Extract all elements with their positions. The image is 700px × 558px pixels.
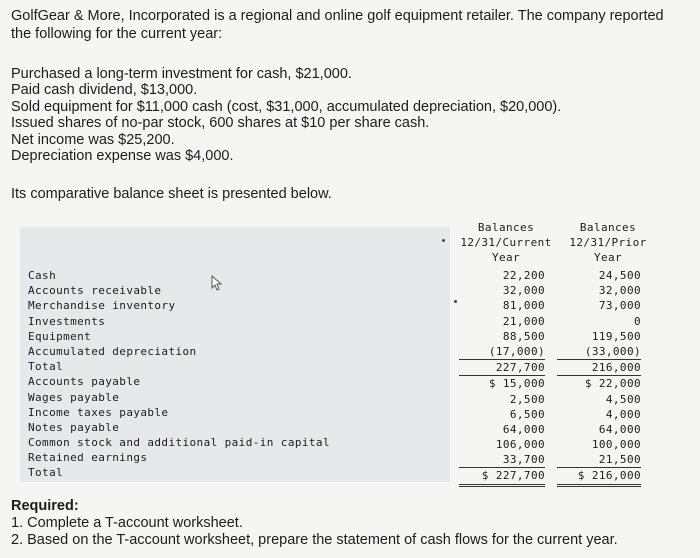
- cell-prior: $ 22,000: [584, 377, 641, 391]
- row-label: Equipment: [28, 329, 92, 343]
- header-current-line: Year: [491, 251, 521, 265]
- row-label: Common stock and additional paid-in capital: [28, 436, 330, 450]
- row-labels: [28, 268, 330, 481]
- mouse-cursor-icon: [210, 275, 224, 291]
- cell-current: $ 15,000: [488, 377, 545, 391]
- row-label: Retained earnings: [28, 451, 148, 465]
- row-label: Accounts payable: [28, 375, 141, 389]
- cell-prior: 64,000: [598, 422, 641, 436]
- cell-prior: 0: [633, 314, 641, 328]
- row-label: Notes payable: [28, 420, 120, 434]
- fact-item: Depreciation expense was $4,000.: [11, 148, 234, 165]
- cell-prior: 32,000: [598, 284, 641, 298]
- cell-prior: $ 216,000: [557, 468, 641, 486]
- fact-item: Net income was $25,200.: [11, 131, 175, 148]
- stray-dot: [442, 239, 445, 242]
- header-prior: [559, 220, 657, 266]
- cell-prior: 4,500: [605, 392, 641, 406]
- intro-line-2: the following for the current year:: [11, 26, 223, 42]
- cell-current: 88,500: [502, 329, 545, 343]
- column-prior: [557, 268, 641, 487]
- cell-current: 227,700: [459, 360, 545, 376]
- header-current-line: 12/31/Current: [460, 236, 552, 250]
- balance-sheet-table: [11, 220, 651, 482]
- cell-prior: 100,000: [591, 438, 641, 452]
- cell-current: 106,000: [495, 438, 545, 452]
- row-label: Cash: [28, 269, 57, 282]
- table-lead: Its comparative balance sheet is presented below.: [11, 186, 332, 202]
- cell-prior: 119,500: [591, 329, 641, 343]
- required-title: Required:: [11, 498, 79, 514]
- row-label: Total: [28, 466, 64, 480]
- row-label: Income taxes payable: [28, 405, 169, 419]
- cell-prior: (33,000): [557, 344, 641, 360]
- fact-item: Issued shares of no-par stock, 600 shares at $10 per share cash.: [11, 115, 430, 132]
- problem-intro: [11, 7, 696, 43]
- row-label: Accumulated depreciation: [28, 344, 197, 358]
- cell-current: 81,000: [502, 299, 545, 313]
- column-current: [459, 268, 545, 487]
- fact-item: Paid cash dividend, $13,000.: [11, 82, 198, 99]
- cell-prior: 4,000: [605, 407, 641, 421]
- fact-item: Purchased a long-term investment for cash, $21,000.: [11, 66, 352, 82]
- cell-prior: 24,500: [598, 269, 641, 282]
- required-item: 1. Complete a T-account worksheet.: [11, 515, 243, 531]
- cell-current: 2,500: [509, 392, 545, 406]
- row-label: Total: [28, 360, 64, 374]
- cell-current: $ 227,700: [459, 468, 545, 486]
- row-label: Wages payable: [28, 390, 120, 404]
- row-label: Merchandise inventory: [28, 299, 176, 313]
- cell-prior: 216,000: [557, 360, 641, 376]
- cell-current: 21,000: [502, 314, 545, 328]
- cell-current: 22,200: [502, 269, 545, 282]
- header-current-line: Balances: [477, 221, 535, 234]
- cell-current: 6,500: [509, 407, 545, 421]
- required-item: 2. Based on the T-account worksheet, prepare the statement of cash flows for the current year.: [11, 532, 618, 548]
- cell-current: 32,000: [502, 284, 545, 298]
- required-section: [11, 498, 618, 549]
- facts-list: [11, 66, 561, 164]
- header-prior-line: Year: [593, 251, 623, 265]
- row-label: Accounts receivable: [28, 284, 162, 298]
- cell-current: 64,000: [502, 422, 545, 436]
- stray-dot: [454, 300, 457, 303]
- header-prior-line: Balances: [579, 221, 637, 234]
- row-label: Investments: [28, 314, 106, 328]
- fact-item: Sold equipment for $11,000 cash (cost, $31,000, accumulated depreciation, $20,000).: [11, 98, 562, 115]
- cell-prior: 73,000: [598, 299, 641, 313]
- cell-prior: 21,500: [557, 452, 641, 468]
- header-prior-line: 12/31/Prior: [569, 236, 647, 250]
- cell-current: 33,700: [459, 452, 545, 468]
- header-current: [457, 220, 555, 266]
- cell-current: (17,000): [459, 344, 545, 360]
- intro-line-1: GolfGear & More, Incorporated is a regional and online golf equipment retailer. The company reported: [11, 8, 664, 24]
